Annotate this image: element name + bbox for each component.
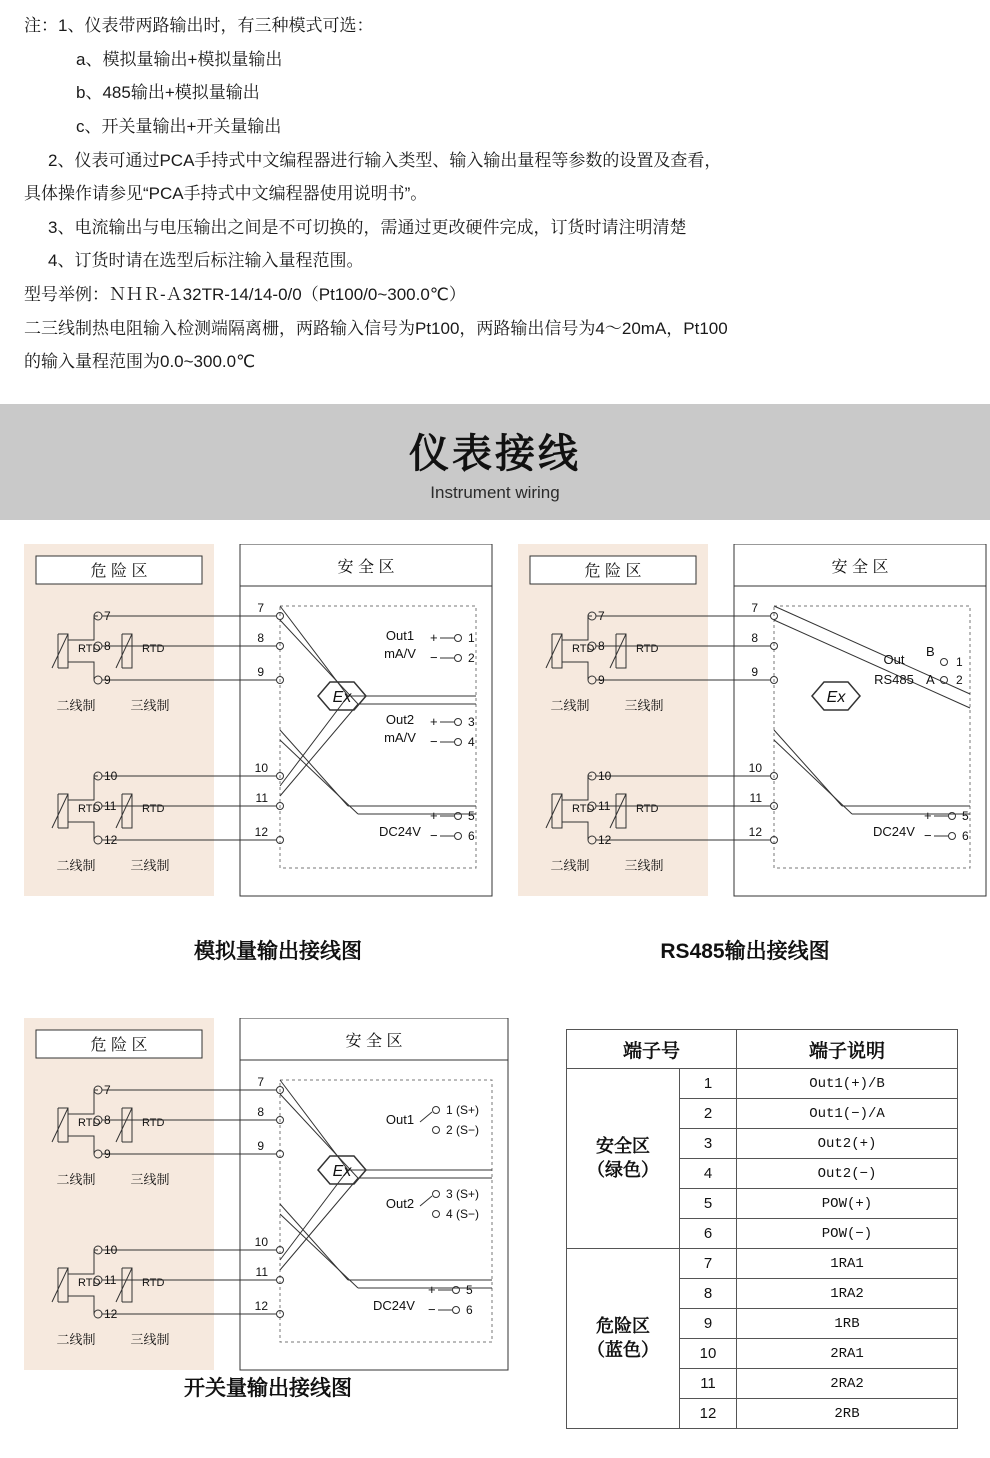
- terminal-10: 10: [254, 1235, 268, 1249]
- terminal-8: 8: [598, 639, 605, 653]
- terminal-12: 12: [254, 825, 268, 839]
- rtd-label: RTD: [78, 803, 101, 815]
- terminal-10: 10: [104, 1243, 118, 1257]
- out2-label: Out2: [385, 1196, 415, 1211]
- terminal-7: 7: [104, 609, 111, 623]
- rtd-label: RTD: [78, 1277, 101, 1289]
- terminal-1: 1: [956, 655, 963, 669]
- terminal-no: 2: [680, 1099, 737, 1129]
- terminal-7: 7: [104, 1083, 111, 1097]
- terminal-4: 4 (S−): [446, 1207, 480, 1221]
- hazard-zone-label: 危 险 区: [90, 563, 148, 580]
- terminal-1: 1 (S+): [446, 1103, 480, 1117]
- terminal-no: 12: [680, 1399, 737, 1429]
- table-row: [567, 1069, 958, 1099]
- polarity-plus: +: [924, 808, 932, 823]
- rtd-label: RTD: [636, 643, 659, 655]
- banner-subtitle: Instrument wiring: [430, 482, 560, 502]
- terminal-6: 6: [468, 829, 475, 843]
- dc24v-label: DC24V: [379, 824, 421, 839]
- terminal-11: 11: [255, 791, 268, 805]
- terminal-no: 9: [680, 1309, 737, 1339]
- out1-label: Out1: [385, 628, 415, 643]
- polarity-plus: +: [430, 630, 438, 645]
- three-wire-label: 三线制: [130, 698, 170, 713]
- terminal-no: 7: [680, 1249, 737, 1279]
- terminal-11: 11: [255, 1265, 268, 1279]
- ex-symbol: Ex: [332, 1163, 352, 1180]
- group-label-hazard-zone: 危险区 （蓝色）: [567, 1249, 680, 1429]
- rtd-label: RTD: [572, 643, 595, 655]
- terminal-desc: Out2(+): [737, 1129, 958, 1159]
- terminal-9: 9: [257, 1139, 264, 1153]
- diagram-caption-rs485: RS485输出接线图: [660, 940, 830, 963]
- polarity-minus: −: [430, 828, 438, 843]
- terminal-12: 12: [748, 825, 762, 839]
- terminal-2: 2 (S−): [446, 1123, 480, 1137]
- polarity-minus: −: [428, 1302, 436, 1317]
- header-terminal-no: 端子号: [567, 1030, 737, 1069]
- terminal-7: 7: [257, 601, 264, 615]
- rtd-label: RTD: [572, 803, 595, 815]
- terminal-b-label: B: [926, 644, 935, 659]
- mav-label: mA/V: [384, 646, 416, 661]
- rtd-label: RTD: [78, 1117, 101, 1129]
- terminal-10: 10: [104, 769, 118, 783]
- two-wire-label: 二线制: [56, 698, 96, 713]
- terminal-desc: 1RA2: [737, 1279, 958, 1309]
- safe-zone-label: 安 全 区: [345, 1033, 403, 1050]
- terminal-5: 5: [468, 809, 475, 823]
- terminal-no: 10: [680, 1339, 737, 1369]
- terminal-10: 10: [748, 761, 762, 775]
- terminal-5: 5: [466, 1283, 473, 1297]
- note-line: 二三线制热电阻输入检测端隔离栅，两路输入信号为Pt100，两路输出信号为4～20mA，Pt100: [24, 318, 728, 338]
- terminal-12: 12: [104, 1307, 118, 1321]
- rtd-label: RTD: [636, 803, 659, 815]
- safe-zone-label: 安 全 区: [337, 559, 395, 576]
- rtd-label: RTD: [142, 803, 165, 815]
- terminal-no: 4: [680, 1159, 737, 1189]
- terminal-desc: Out1(−)/A: [737, 1099, 958, 1129]
- terminal-4: 4: [468, 735, 475, 749]
- ex-symbol: Ex: [332, 689, 352, 706]
- polarity-minus: −: [430, 650, 438, 665]
- terminal-table: [566, 1029, 958, 1429]
- two-wire-label: 二线制: [550, 698, 590, 713]
- terminal-9: 9: [104, 1147, 111, 1161]
- terminal-8: 8: [257, 631, 264, 645]
- note-line: 的输入量程范围为0.0~300.0℃: [24, 352, 256, 372]
- out2-label: Out2: [385, 712, 415, 727]
- wiring-diagram-analog: [18, 544, 496, 905]
- terminal-11: 11: [749, 791, 762, 805]
- two-wire-label: 二线制: [56, 858, 96, 873]
- terminal-10: 10: [598, 769, 612, 783]
- note-line: 型号举例：ＮＨＲ-Ａ32TR-14/14-0/0（Pt100/0~300.0℃）: [24, 285, 466, 305]
- terminal-desc: 2RA2: [737, 1369, 958, 1399]
- terminal-8: 8: [104, 639, 111, 653]
- terminal-12: 12: [598, 833, 612, 847]
- terminal-2: 2: [956, 673, 963, 687]
- terminal-8: 8: [104, 1113, 111, 1127]
- terminal-no: 3: [680, 1129, 737, 1159]
- terminal-2: 2: [468, 651, 475, 665]
- mav-label: mA/V: [384, 730, 416, 745]
- terminal-desc: Out1(+)/B: [737, 1069, 958, 1099]
- terminal-desc: 2RB: [737, 1399, 958, 1429]
- terminal-7: 7: [257, 1075, 264, 1089]
- terminal-desc: Out2(−): [737, 1159, 958, 1189]
- three-wire-label: 三线制: [624, 698, 664, 713]
- hazard-zone-label: 危 险 区: [90, 1037, 148, 1054]
- terminal-8: 8: [257, 1105, 264, 1119]
- polarity-plus: +: [428, 1282, 436, 1297]
- terminal-1: 1: [468, 631, 475, 645]
- terminal-9: 9: [751, 665, 758, 679]
- note-line: c、开关量输出+开关量输出: [76, 116, 282, 136]
- out1-label: Out1: [385, 1112, 415, 1127]
- terminal-10: 10: [254, 761, 268, 775]
- safe-zone-label: 安 全 区: [831, 559, 889, 576]
- hazard-zone-label: 危 险 区: [584, 563, 642, 580]
- note-line: 3、电流输出与电压输出之间是不可切换的，需通过更改硬件完成，订货时请注明清楚: [48, 217, 687, 237]
- terminal-12: 12: [254, 1299, 268, 1313]
- out-label: Out: [883, 652, 905, 667]
- terminal-no: 6: [680, 1219, 737, 1249]
- two-wire-label: 二线制: [550, 858, 590, 873]
- terminal-desc: 2RA1: [737, 1339, 958, 1369]
- polarity-plus: +: [430, 714, 438, 729]
- wiring-diagram-rs485: [512, 544, 990, 905]
- terminal-no: 5: [680, 1189, 737, 1219]
- three-wire-label: 三线制: [624, 858, 664, 873]
- banner-title: 仪表接线: [409, 431, 581, 476]
- note-line: 注：1、仪表带两路输出时，有三种模式可选：: [24, 16, 374, 35]
- diagram-caption-switch: 开关量输出接线图: [184, 1377, 352, 1400]
- terminal-7: 7: [598, 609, 605, 623]
- three-wire-label: 三线制: [130, 858, 170, 873]
- dc24v-label: DC24V: [373, 1298, 415, 1313]
- two-wire-label: 二线制: [56, 1172, 96, 1187]
- terminal-desc: 1RA1: [737, 1249, 958, 1279]
- three-wire-label: 三线制: [130, 1172, 170, 1187]
- note-line: 2、仪表可通过PCA手持式中文编程器进行输入类型、输入输出量程等参数的设置及查看，: [48, 150, 722, 170]
- header-terminal-desc: 端子说明: [737, 1030, 958, 1069]
- note-line: 4、订货时请在选型后标注输入量程范围。: [48, 251, 364, 271]
- note-line: 具体操作请参见“PCA手持式中文编程器使用说明书”。: [24, 184, 428, 204]
- three-wire-label: 三线制: [130, 1332, 170, 1347]
- wiring-diagram-switch: [18, 1018, 518, 1379]
- rtd-label: RTD: [142, 643, 165, 655]
- terminal-8: 8: [751, 631, 758, 645]
- terminal-desc: POW(+): [737, 1189, 958, 1219]
- terminal-9: 9: [257, 665, 264, 679]
- terminal-11: 11: [104, 799, 117, 813]
- diagram-caption-analog: 模拟量输出接线图: [194, 940, 362, 963]
- notes-block: [0, 0, 990, 375]
- terminal-11: 11: [104, 1273, 117, 1287]
- note-line: a、模拟量输出+模拟量输出: [76, 49, 283, 69]
- terminal-desc: 1RB: [737, 1309, 958, 1339]
- terminal-a-label: A: [926, 672, 935, 687]
- terminal-11: 11: [598, 799, 611, 813]
- rs485-label: RS485: [874, 672, 914, 687]
- two-wire-label: 二线制: [56, 1332, 96, 1347]
- section-banner: [0, 404, 990, 520]
- terminal-12: 12: [104, 833, 118, 847]
- terminal-6: 6: [962, 829, 969, 843]
- terminal-no: 8: [680, 1279, 737, 1309]
- terminal-5: 5: [962, 809, 969, 823]
- terminal-no: 11: [680, 1369, 737, 1399]
- terminal-6: 6: [466, 1303, 473, 1317]
- group-label-safe-zone: 安全区 （绿色）: [567, 1069, 680, 1249]
- terminal-9: 9: [598, 673, 605, 687]
- terminal-9: 9: [104, 673, 111, 687]
- rtd-label: RTD: [142, 1277, 165, 1289]
- note-line: b、485输出+模拟量输出: [76, 83, 260, 103]
- table-header-row: [567, 1030, 958, 1069]
- ex-symbol: Ex: [826, 689, 846, 706]
- rtd-label: RTD: [78, 643, 101, 655]
- terminal-7: 7: [751, 601, 758, 615]
- polarity-minus: −: [430, 734, 438, 749]
- terminal-3: 3 (S+): [446, 1187, 480, 1201]
- terminal-desc: POW(−): [737, 1219, 958, 1249]
- rtd-label: RTD: [142, 1117, 165, 1129]
- dc24v-label: DC24V: [873, 824, 915, 839]
- polarity-plus: +: [430, 808, 438, 823]
- table-row: [567, 1249, 958, 1279]
- polarity-minus: −: [924, 828, 932, 843]
- terminal-no: 1: [680, 1069, 737, 1099]
- terminal-3: 3: [468, 715, 475, 729]
